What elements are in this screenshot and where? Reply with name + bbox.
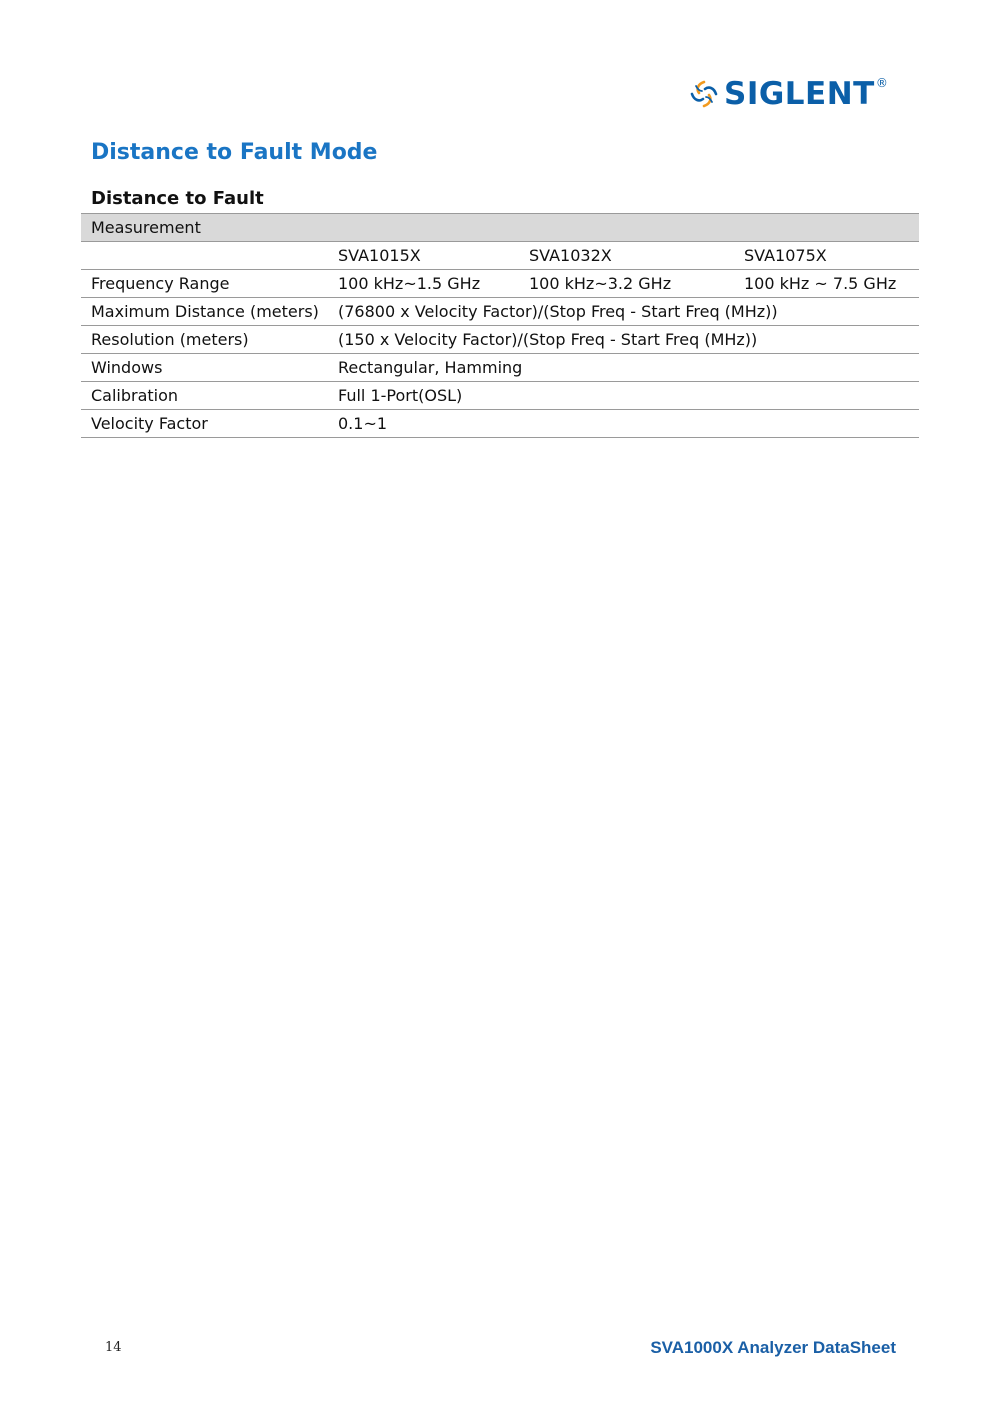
row-label: Resolution (meters) [81, 326, 328, 354]
dtf-spec-table [81, 213, 919, 438]
table-header-row [81, 214, 919, 242]
header-cell-measurement: Measurement [81, 214, 919, 242]
row-label: Frequency Range [81, 270, 328, 298]
row-value: 100 kHz~1.5 GHz [328, 270, 519, 298]
row-value: Full 1-Port(OSL) [328, 382, 919, 410]
table-row [81, 298, 919, 326]
table-title: Distance to Fault [91, 188, 264, 209]
row-value: 100 kHz~3.2 GHz [519, 270, 734, 298]
row-label: Windows [81, 354, 328, 382]
model-row [81, 242, 919, 270]
row-value: Rectangular, Hamming [328, 354, 919, 382]
row-value: (76800 x Velocity Factor)/(Stop Freq - Start Freq (MHz)) [328, 298, 919, 326]
table-row [81, 354, 919, 382]
section-title: Distance to Fault Mode [91, 140, 378, 165]
table-row [81, 382, 919, 410]
model-cell-sva1075x: SVA1075X [734, 242, 919, 270]
row-value: (150 x Velocity Factor)/(Stop Freq - Start Freq (MHz)) [328, 326, 919, 354]
row-value: 100 kHz ~ 7.5 GHz [734, 270, 919, 298]
model-row-label [81, 242, 328, 270]
row-label: Calibration [81, 382, 328, 410]
page-number: 14 [105, 1340, 122, 1355]
model-cell-sva1032x: SVA1032X [519, 242, 734, 270]
table-row [81, 270, 919, 298]
footer-doc-title: SVA1000X Analyzer DataSheet [650, 1338, 896, 1357]
model-cell-sva1015x: SVA1015X [328, 242, 519, 270]
table-row [81, 326, 919, 354]
logo-wordmark: SIGLENT [724, 75, 875, 112]
table-row [81, 410, 919, 438]
siglent-logo [688, 74, 888, 114]
row-label: Maximum Distance (meters) [81, 298, 328, 326]
row-value: 0.1~1 [328, 410, 919, 438]
siglent-swirl-icon [688, 78, 720, 110]
registered-mark: ® [875, 76, 888, 90]
row-label: Velocity Factor [81, 410, 328, 438]
